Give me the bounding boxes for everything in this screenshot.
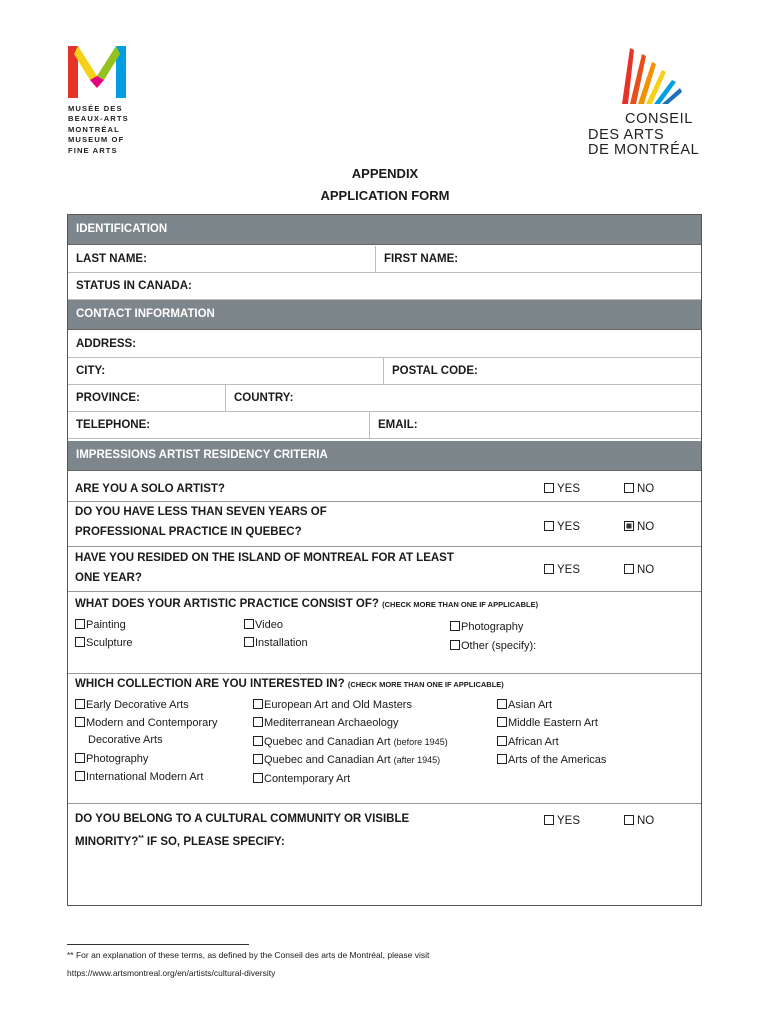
option-label: Middle Eastern Art xyxy=(508,717,598,729)
checkbox-icon xyxy=(253,773,263,783)
collection-european-old-masters[interactable] xyxy=(253,699,412,711)
collection-international-modern-art[interactable] xyxy=(75,771,203,783)
option-label: European Art and Old Masters xyxy=(264,699,412,711)
collection-asian-art[interactable] xyxy=(497,699,552,711)
question-line: DO YOU HAVE LESS THAN SEVEN YEARS OF xyxy=(75,506,327,518)
yes-label: YES xyxy=(557,815,581,827)
collection-modern-contemporary-decorative[interactable] xyxy=(75,717,217,729)
checkbox-icon xyxy=(75,771,85,781)
option-label: African Art xyxy=(508,736,559,748)
checkbox-icon xyxy=(544,564,554,574)
option-label: International Modern Art xyxy=(86,771,204,783)
checkbox-icon xyxy=(544,483,554,493)
option-label: Sculpture xyxy=(86,637,133,649)
checkbox-icon xyxy=(497,754,507,764)
divider xyxy=(68,546,701,547)
section-header-contact: CONTACT INFORMATION xyxy=(68,300,701,330)
postal-code-field[interactable]: POSTAL CODE: xyxy=(392,365,478,377)
email-field[interactable]: EMAIL: xyxy=(378,419,418,431)
collection-quebec-canadian-before-1945[interactable] xyxy=(253,736,448,748)
practice-option-painting[interactable] xyxy=(75,619,126,631)
option-label: Asian Art xyxy=(508,699,553,711)
telephone-field[interactable]: TELEPHONE: xyxy=(68,412,370,438)
option-label: Photography xyxy=(86,753,149,765)
community-no-checkbox[interactable] xyxy=(624,815,654,827)
practice-option-photography[interactable] xyxy=(450,621,523,633)
status-in-canada-field[interactable]: STATUS IN CANADA: xyxy=(76,280,192,292)
collection-mediterranean-archaeology[interactable] xyxy=(253,717,399,729)
question-text: IF SO, PLEASE SPECIFY: xyxy=(143,835,285,848)
application-form xyxy=(67,214,702,906)
identification-status-row xyxy=(68,273,701,300)
collection-arts-of-the-americas[interactable] xyxy=(497,754,606,766)
museum-m-icon xyxy=(68,46,126,98)
collection-question xyxy=(75,678,504,690)
question-line: ONE YEAR? xyxy=(75,572,142,584)
resided-no-checkbox[interactable] xyxy=(624,564,654,576)
option-label: Installation xyxy=(255,637,308,649)
address-field[interactable]: ADDRESS: xyxy=(76,338,137,350)
option-label: Video xyxy=(255,619,283,631)
contact-province-row xyxy=(68,385,701,412)
last-name-field[interactable]: LAST NAME: xyxy=(68,246,376,272)
council-name-line: CONSEIL xyxy=(625,111,693,127)
footnote-marker: ** xyxy=(138,835,144,842)
collection-early-decorative-arts[interactable] xyxy=(75,699,189,711)
option-label: Modern and Contemporary xyxy=(86,717,218,729)
collection-african-art[interactable] xyxy=(497,736,559,748)
checkbox-icon xyxy=(497,736,507,746)
checkbox-icon xyxy=(450,621,460,631)
no-label: NO xyxy=(637,815,655,827)
page-title: APPENDIX xyxy=(351,166,419,181)
collection-middle-eastern-art[interactable] xyxy=(497,717,598,729)
province-field[interactable]: PROVINCE: xyxy=(68,385,226,411)
question-seven-years xyxy=(75,502,327,542)
checkbox-icon xyxy=(75,699,85,709)
checkbox-icon xyxy=(75,619,85,629)
solo-artist-no-checkbox[interactable] xyxy=(624,483,654,495)
identification-name-row xyxy=(68,246,701,273)
museum-name-line: MONTRÉAL xyxy=(68,124,120,134)
checkbox-checked-icon xyxy=(624,521,634,531)
museum-name-line: MUSEUM OF xyxy=(68,135,125,145)
section-header-identification: IDENTIFICATION xyxy=(68,215,701,245)
checkbox-icon xyxy=(450,640,460,650)
divider xyxy=(68,673,701,674)
country-field[interactable]: COUNTRY: xyxy=(234,392,294,404)
question-line: PROFESSIONAL PRACTICE IN QUEBEC? xyxy=(75,526,302,538)
practice-question-text: WHAT DOES YOUR ARTISTIC PRACTICE CONSIST OF? xyxy=(75,598,379,610)
collection-question-text: WHICH COLLECTION ARE YOU INTERESTED IN? xyxy=(75,678,345,690)
council-name-line: DE MONTRÉAL xyxy=(588,142,700,158)
checkbox-icon xyxy=(244,637,254,647)
practice-note: (CHECK MORE THAN ONE IF APPLICABLE) xyxy=(382,600,539,609)
option-qualifier: (before 1945) xyxy=(393,737,448,747)
council-rays-icon xyxy=(620,46,682,108)
option-label: Quebec and Canadian Art xyxy=(264,754,391,766)
collection-option-label-continued: Decorative Arts xyxy=(88,734,163,746)
city-field[interactable]: CITY: xyxy=(68,358,384,384)
checkbox-icon xyxy=(75,753,85,763)
resided-yes-checkbox[interactable] xyxy=(544,564,580,576)
option-label: Contemporary Art xyxy=(264,773,351,785)
question-solo-artist: ARE YOU A SOLO ARTIST? xyxy=(75,483,225,495)
option-label: Arts of the Americas xyxy=(508,754,607,766)
yes-label: YES xyxy=(557,521,581,533)
checkbox-icon xyxy=(75,717,85,727)
community-yes-checkbox[interactable] xyxy=(544,815,580,827)
checkbox-icon xyxy=(253,736,263,746)
question-line: HAVE YOU RESIDED ON THE ISLAND OF MONTREAL FOR AT LEAST xyxy=(75,552,454,564)
checkbox-icon xyxy=(624,815,634,825)
museum-name-line: BEAUX-ARTS xyxy=(68,114,129,124)
no-label: NO xyxy=(637,521,655,533)
contact-city-row xyxy=(68,358,701,385)
contact-address-row xyxy=(68,331,701,358)
seven-years-yes-checkbox[interactable] xyxy=(544,521,580,533)
checkbox-icon xyxy=(497,717,507,727)
checkbox-icon xyxy=(497,699,507,709)
footnote-divider xyxy=(67,944,249,945)
practice-option-video[interactable] xyxy=(244,619,283,631)
divider xyxy=(68,803,701,804)
solo-artist-yes-checkbox[interactable] xyxy=(544,483,580,495)
seven-years-no-checkbox[interactable] xyxy=(624,521,654,533)
practice-question xyxy=(75,598,538,610)
divider xyxy=(68,591,701,592)
checkbox-icon xyxy=(544,815,554,825)
checkbox-icon xyxy=(253,699,263,709)
practice-option-installation[interactable] xyxy=(244,637,308,649)
yes-label: YES xyxy=(557,483,581,495)
museum-name-line: MUSÉE DES xyxy=(68,104,123,113)
yes-label: YES xyxy=(557,564,581,576)
community-specify-field[interactable] xyxy=(75,851,695,901)
collection-note: (CHECK MORE THAN ONE IF APPLICABLE) xyxy=(347,680,504,689)
option-label: Other (specify): xyxy=(461,640,537,652)
option-label: Early Decorative Arts xyxy=(86,699,189,711)
option-label: Painting xyxy=(86,619,126,631)
footnote-text: ** For an explanation of these terms, as defined by the Conseil des arts de Montréal, please visit xyxy=(67,950,430,960)
option-label: Mediterranean Archaeology xyxy=(264,717,399,729)
first-name-field[interactable]: FIRST NAME: xyxy=(384,253,459,265)
checkbox-icon xyxy=(624,483,634,493)
council-logo xyxy=(588,46,708,159)
option-label: Quebec and Canadian Art xyxy=(264,736,391,748)
question-cultural-community xyxy=(75,809,409,852)
question-line xyxy=(75,829,409,852)
option-qualifier: (after 1945) xyxy=(393,755,441,765)
council-name-line: DES ARTS xyxy=(588,126,665,143)
checkbox-icon xyxy=(544,521,554,531)
checkbox-icon xyxy=(253,754,263,764)
checkbox-icon xyxy=(253,717,263,727)
museum-name-line: FINE ARTS xyxy=(68,145,118,155)
no-label: NO xyxy=(637,564,655,576)
collection-photography[interactable] xyxy=(75,753,148,765)
checkbox-icon xyxy=(624,564,634,574)
practice-option-sculpture[interactable] xyxy=(75,637,132,649)
collection-quebec-canadian-after-1945[interactable] xyxy=(253,754,440,766)
question-resided-montreal xyxy=(75,548,454,588)
checkbox-icon xyxy=(244,619,254,629)
section-header-criteria: IMPRESSIONS ARTIST RESIDENCY CRITERIA xyxy=(68,441,701,471)
museum-logo xyxy=(68,46,138,156)
no-label: NO xyxy=(637,483,655,495)
question-line: DO YOU BELONG TO A CULTURAL COMMUNITY OR VISIBLE xyxy=(75,813,410,825)
question-text: MINORITY? xyxy=(75,835,139,848)
contact-telephone-row xyxy=(68,412,701,439)
option-label: Photography xyxy=(461,621,524,633)
page-subtitle: APPLICATION FORM xyxy=(320,188,450,203)
practice-option-other[interactable] xyxy=(450,640,536,652)
collection-contemporary-art[interactable] xyxy=(253,773,350,785)
footnote-link[interactable]: https://www.artsmontreal.org/en/artists/cultural-diversity xyxy=(67,968,276,978)
checkbox-icon xyxy=(75,637,85,647)
